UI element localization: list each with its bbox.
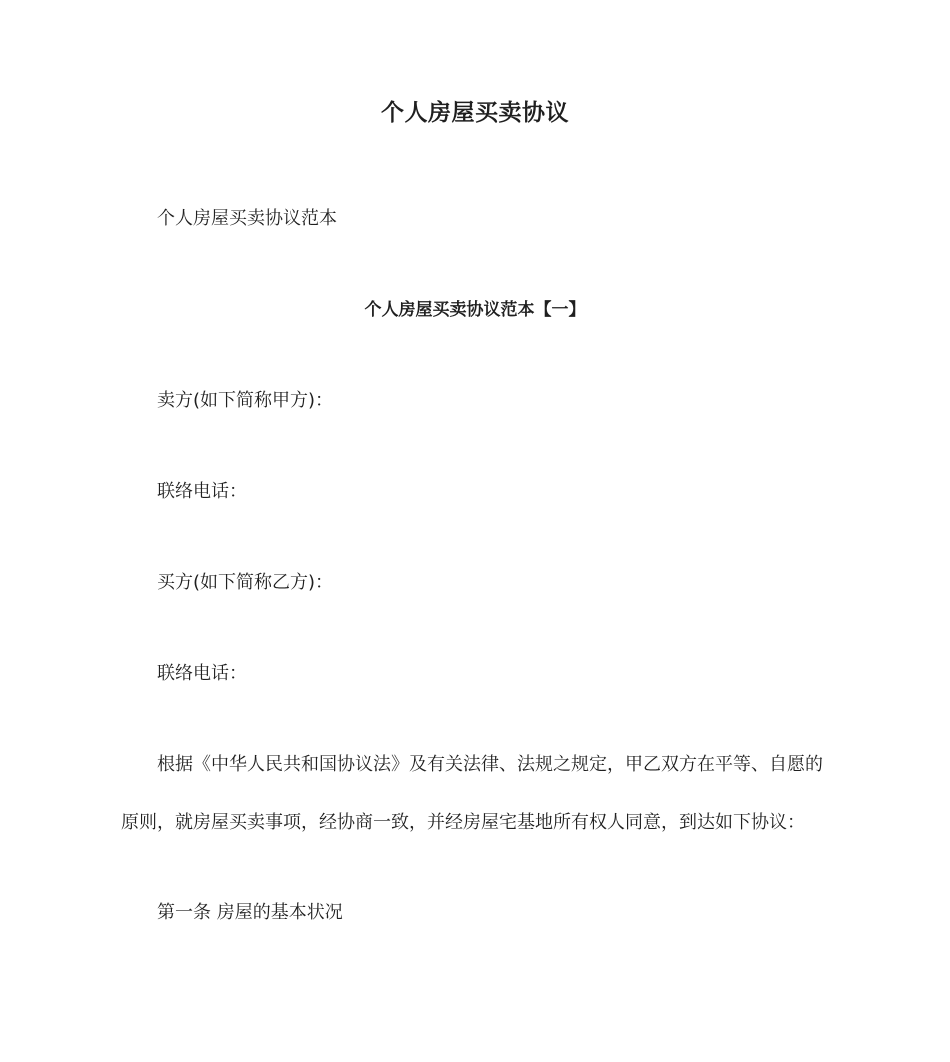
preamble-line-1: 根据《中华人民共和国协议法》及有关法律、法规之规定，甲乙双方在平等、自愿的: [157, 754, 823, 775]
buyer-label: 买方(如下简称乙方)：: [157, 572, 334, 593]
seller-phone-label: 联络电话：: [157, 481, 247, 502]
document-title: 个人房屋买卖协议: [381, 100, 569, 126]
preamble-line-2: 原则，就房屋买卖事项，经协商一致，并经房屋宅基地所有权人同意，到达如下协议：: [121, 812, 805, 833]
buyer-phone-label: 联络电话：: [157, 663, 247, 684]
seller-label: 卖方(如下简称甲方)：: [157, 390, 334, 411]
section-heading: 个人房屋买卖协议范本【一】: [364, 300, 586, 320]
intro-paragraph: 个人房屋买卖协议范本: [157, 208, 337, 229]
article-1-heading: 第一条 房屋的基本状况: [157, 902, 343, 923]
